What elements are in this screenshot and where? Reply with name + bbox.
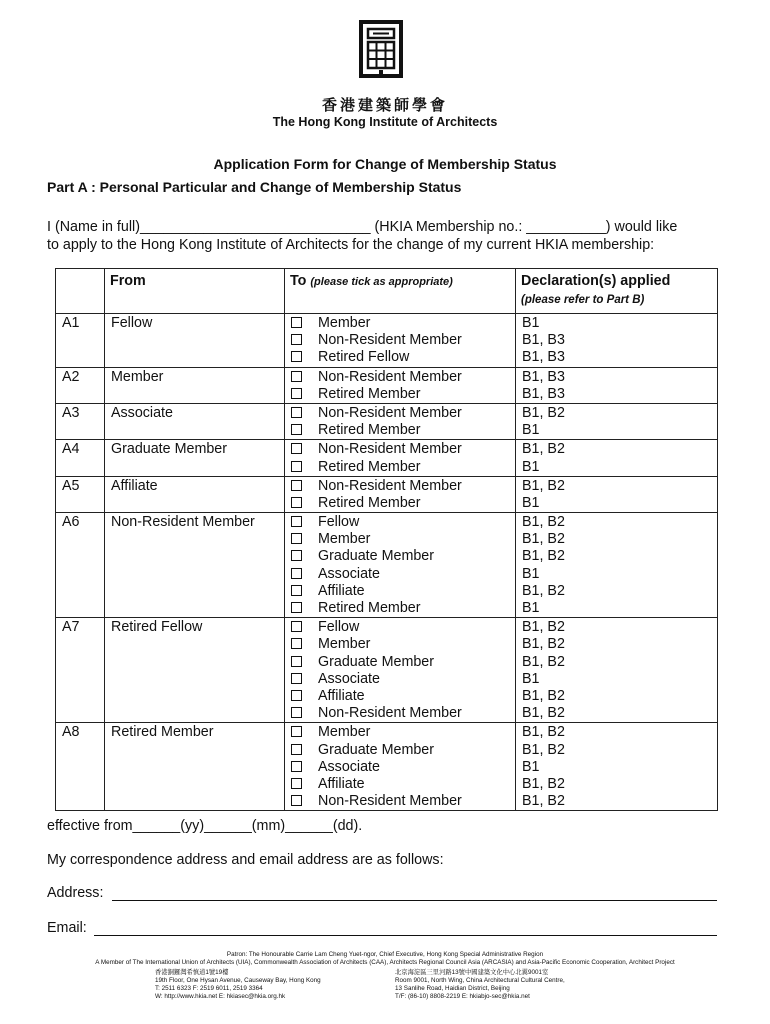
declaration-value: B1, B2 (522, 404, 565, 421)
checkbox-icon[interactable] (291, 568, 302, 579)
row-to-options (285, 513, 516, 618)
checkbox-icon[interactable] (291, 761, 302, 772)
header-code (56, 269, 105, 314)
table-row (56, 723, 718, 811)
to-option-label: Affiliate (318, 775, 365, 792)
to-option[interactable] (285, 793, 515, 810)
to-option-label: Non-Resident Member (318, 404, 462, 421)
to-option-label: Affiliate (318, 687, 365, 704)
declaration-value: B1 (522, 565, 540, 582)
to-option-label: Affiliate (318, 582, 365, 599)
checkbox-icon[interactable] (291, 795, 302, 806)
checkbox-icon[interactable] (291, 371, 302, 382)
row-from-status: Non-Resident Member (105, 513, 285, 618)
row-code: A7 (56, 618, 105, 723)
declaration-value: B1, B2 (522, 793, 565, 810)
declaration-value: B1, B2 (522, 477, 565, 494)
to-option[interactable] (285, 636, 515, 653)
to-option[interactable] (285, 566, 515, 583)
to-option-label: Graduate Member (318, 741, 435, 758)
declaration-value: B1, B2 (522, 741, 565, 758)
to-option-label: Member (318, 724, 371, 741)
checkbox-icon[interactable] (291, 351, 302, 362)
checkbox-icon[interactable] (291, 388, 302, 399)
to-option-label: Member (318, 531, 371, 548)
org-name-chinese: 香港建築師學會 (321, 96, 448, 114)
declaration-value: B1, B3 (522, 349, 565, 366)
checkbox-icon[interactable] (291, 744, 302, 755)
checkbox-icon[interactable] (291, 516, 302, 527)
to-option[interactable] (285, 600, 515, 617)
header-declaration: Declaration(s) applied (please refer to Part B) (516, 269, 718, 314)
to-option[interactable] (285, 349, 515, 366)
hk-phone: T: 2511 6323 F: 2519 6011, 2519 3364 (155, 985, 263, 992)
row-from-status: Associate (105, 403, 285, 439)
declaration-value: B1 (522, 315, 540, 331)
checkbox-icon[interactable] (291, 443, 302, 454)
checkbox-icon[interactable] (291, 656, 302, 667)
row-declarations (516, 723, 718, 811)
declaration-value: B1 (522, 458, 540, 475)
to-option-label: Graduate Member (318, 548, 435, 565)
intro-line-2: to apply to the Hong Kong Institute of Architects for the change of my current HKIA membership: (47, 237, 655, 253)
table-header-row (56, 269, 718, 314)
footer-patron: Patron: The Honourable Carrie Lam Cheng Yuet-ngor, Chief Executive, Hong Kong Special Administrative Region (226, 951, 544, 958)
row-declarations (516, 440, 718, 476)
row-code: A2 (56, 367, 105, 403)
checkbox-icon[interactable] (291, 778, 302, 789)
declaration-value: B1, B2 (522, 582, 565, 599)
declaration-value: B1, B3 (522, 385, 565, 402)
to-option[interactable] (285, 742, 515, 759)
declaration-value: B1, B2 (522, 548, 565, 565)
address-input-line[interactable] (112, 900, 717, 901)
row-to-options (285, 367, 516, 403)
table-row (56, 367, 718, 403)
declaration-value: B1, B2 (522, 687, 565, 704)
row-to-options (285, 314, 516, 368)
declaration-value: B1, B2 (522, 636, 565, 653)
checkbox-icon[interactable] (291, 638, 302, 649)
row-declarations (516, 476, 718, 512)
declaration-value: B1, B3 (522, 368, 565, 385)
to-option[interactable] (285, 705, 515, 722)
checkbox-icon[interactable] (291, 533, 302, 544)
part-a-title: Part A : Personal Particular and Change of Membership Status (47, 179, 462, 195)
row-from-status: Retired Fellow (105, 618, 285, 723)
to-option[interactable] (285, 441, 515, 458)
declaration-value: B1 (522, 600, 540, 616)
checkbox-icon[interactable] (291, 461, 302, 472)
to-option[interactable] (285, 495, 515, 512)
hk-address-en: 19th Floor, One Hysan Avenue, Causeway Bay, Hong Kong (155, 977, 321, 984)
to-option-label: Non-Resident Member (318, 705, 462, 722)
checkbox-icon[interactable] (291, 424, 302, 435)
row-to-options (285, 723, 516, 811)
table-row (56, 513, 718, 618)
to-option-label: Fellow (318, 514, 360, 531)
to-option[interactable] (285, 478, 515, 495)
header-from: From (105, 269, 285, 314)
table-row (56, 476, 718, 512)
checkbox-icon[interactable] (291, 602, 302, 613)
row-from-status: Affiliate (105, 476, 285, 512)
to-option[interactable] (285, 619, 515, 636)
row-declarations (516, 367, 718, 403)
checkbox-icon[interactable] (291, 317, 302, 328)
row-declarations (516, 513, 718, 618)
row-code: A4 (56, 440, 105, 476)
to-option[interactable] (285, 386, 515, 403)
declaration-value: B1, B2 (522, 775, 565, 792)
to-option-label: Associate (318, 670, 380, 687)
checkbox-icon[interactable] (291, 621, 302, 632)
to-option[interactable] (285, 405, 515, 422)
declaration-value: B1, B2 (522, 705, 565, 722)
bj-phone: T/F: (86-10) 8808-2219 E: hkiabjo-sec@hkia.net (395, 993, 530, 1000)
row-to-options (285, 476, 516, 512)
checkbox-icon[interactable] (291, 407, 302, 418)
row-declarations (516, 618, 718, 723)
org-name-english: The Hong Kong Institute of Architects (272, 115, 498, 129)
correspondence-statement: My correspondence address and email address are as follows: (47, 852, 444, 868)
to-option[interactable] (285, 459, 515, 476)
to-option-label: Associate (318, 565, 380, 582)
to-option[interactable] (285, 369, 515, 386)
row-code: A1 (56, 314, 105, 368)
table-row (56, 440, 718, 476)
row-declarations (516, 314, 718, 368)
membership-change-table (55, 268, 718, 811)
to-option-label: Retired Member (318, 600, 421, 616)
footer-hk-address (155, 969, 321, 1001)
to-option-label: Graduate Member (318, 653, 435, 670)
to-option[interactable] (285, 724, 515, 741)
hk-web: W: http://www.hkia.net E: hkiasec@hkia.org.hk (155, 993, 286, 1000)
to-option[interactable] (285, 776, 515, 793)
row-to-options (285, 618, 516, 723)
declaration-value: B1 (522, 422, 540, 439)
row-from-status: Member (105, 367, 285, 403)
header-to: To (please tick as appropriate) (285, 269, 516, 314)
effective-from-field[interactable]: effective from______(yy)______(mm)______(dd). (47, 818, 363, 834)
declaration-value: B1, B2 (522, 514, 565, 531)
to-option[interactable] (285, 583, 515, 600)
checkbox-icon[interactable] (291, 585, 302, 596)
to-option[interactable] (285, 688, 515, 705)
bj-address-cn: 北京海淀區三里河路13號中國建築文化中心北翼9001室 (395, 969, 549, 976)
bj-address-en-1: Room 9001, North Wing, China Architectural Cultural Centre, (395, 977, 565, 984)
hkia-seal-logo (359, 20, 403, 78)
to-option[interactable] (285, 654, 515, 671)
to-option-label: Retired Member (318, 385, 421, 402)
declaration-value: B1, B2 (522, 531, 565, 548)
to-option[interactable] (285, 759, 515, 776)
bj-address-en-2: 13 Sanlihe Road, Haidian District, Beijing (395, 985, 510, 992)
checkbox-icon[interactable] (291, 690, 302, 701)
declaration-value: B1, B2 (522, 724, 565, 741)
table-row (56, 403, 718, 439)
declaration-value: B1, B3 (522, 332, 565, 349)
table-row (56, 618, 718, 723)
to-option-label: Associate (318, 758, 380, 775)
to-option-label: Retired Fellow (318, 349, 410, 366)
row-to-options (285, 403, 516, 439)
row-code: A6 (56, 513, 105, 618)
checkbox-icon[interactable] (291, 497, 302, 508)
to-option[interactable] (285, 548, 515, 565)
checkbox-icon[interactable] (291, 673, 302, 684)
to-option[interactable] (285, 531, 515, 548)
to-option-label: Non-Resident Member (318, 477, 462, 494)
row-to-options (285, 440, 516, 476)
declaration-value: B1 (522, 670, 540, 687)
checkbox-icon[interactable] (291, 726, 302, 737)
to-option[interactable] (285, 514, 515, 531)
footer-membership: A Member of The International Union of Architects (UIA), Commonwealth Association of Architects (CAA), Architects Regional Council Asia (ARCASIA) and Asia-Pacific Economic Cooperation, Architect Project (95, 959, 675, 966)
to-option[interactable] (285, 315, 515, 332)
checkbox-icon[interactable] (291, 334, 302, 345)
to-option-label: Non-Resident Member (318, 441, 462, 458)
declaration-value: B1 (522, 494, 540, 511)
to-option-label: Member (318, 315, 371, 331)
row-from-status: Retired Member (105, 723, 285, 811)
to-option-label: Non-Resident Member (318, 368, 462, 385)
to-option[interactable] (285, 671, 515, 688)
checkbox-icon[interactable] (291, 480, 302, 491)
to-option[interactable] (285, 332, 515, 349)
to-option-label: Retired Member (318, 422, 421, 439)
to-option[interactable] (285, 422, 515, 439)
to-option-label: Non-Resident Member (318, 332, 462, 349)
declaration-value: B1, B2 (522, 441, 565, 458)
row-from-status: Fellow (105, 314, 285, 368)
to-option-label: Non-Resident Member (318, 793, 462, 810)
to-option-label: Retired Member (318, 458, 421, 475)
row-declarations (516, 403, 718, 439)
checkbox-icon[interactable] (291, 550, 302, 561)
declaration-value: B1, B2 (522, 619, 565, 636)
email-label: Email: (47, 920, 87, 936)
row-code: A5 (56, 476, 105, 512)
footer-beijing-address (395, 969, 565, 1001)
intro-line-1: I (Name in full)_____________________________ (HKIA Membership no.: __________) would like (47, 219, 678, 235)
to-option-label: Retired Member (318, 494, 421, 511)
row-code: A8 (56, 723, 105, 811)
checkbox-icon[interactable] (291, 707, 302, 718)
declaration-value: B1, B2 (522, 653, 565, 670)
address-label: Address: (47, 885, 104, 901)
to-option-label: Member (318, 636, 371, 653)
to-option-label: Fellow (318, 619, 360, 636)
hk-address-cn: 香港銅鑼灣希慎道1號19樓 (155, 969, 229, 976)
row-code: A3 (56, 403, 105, 439)
declaration-value: B1 (522, 758, 540, 775)
row-from-status: Graduate Member (105, 440, 285, 476)
table-row (56, 314, 718, 368)
email-input-line[interactable] (94, 935, 717, 936)
form-title: Application Form for Change of Membership Status (213, 156, 557, 172)
